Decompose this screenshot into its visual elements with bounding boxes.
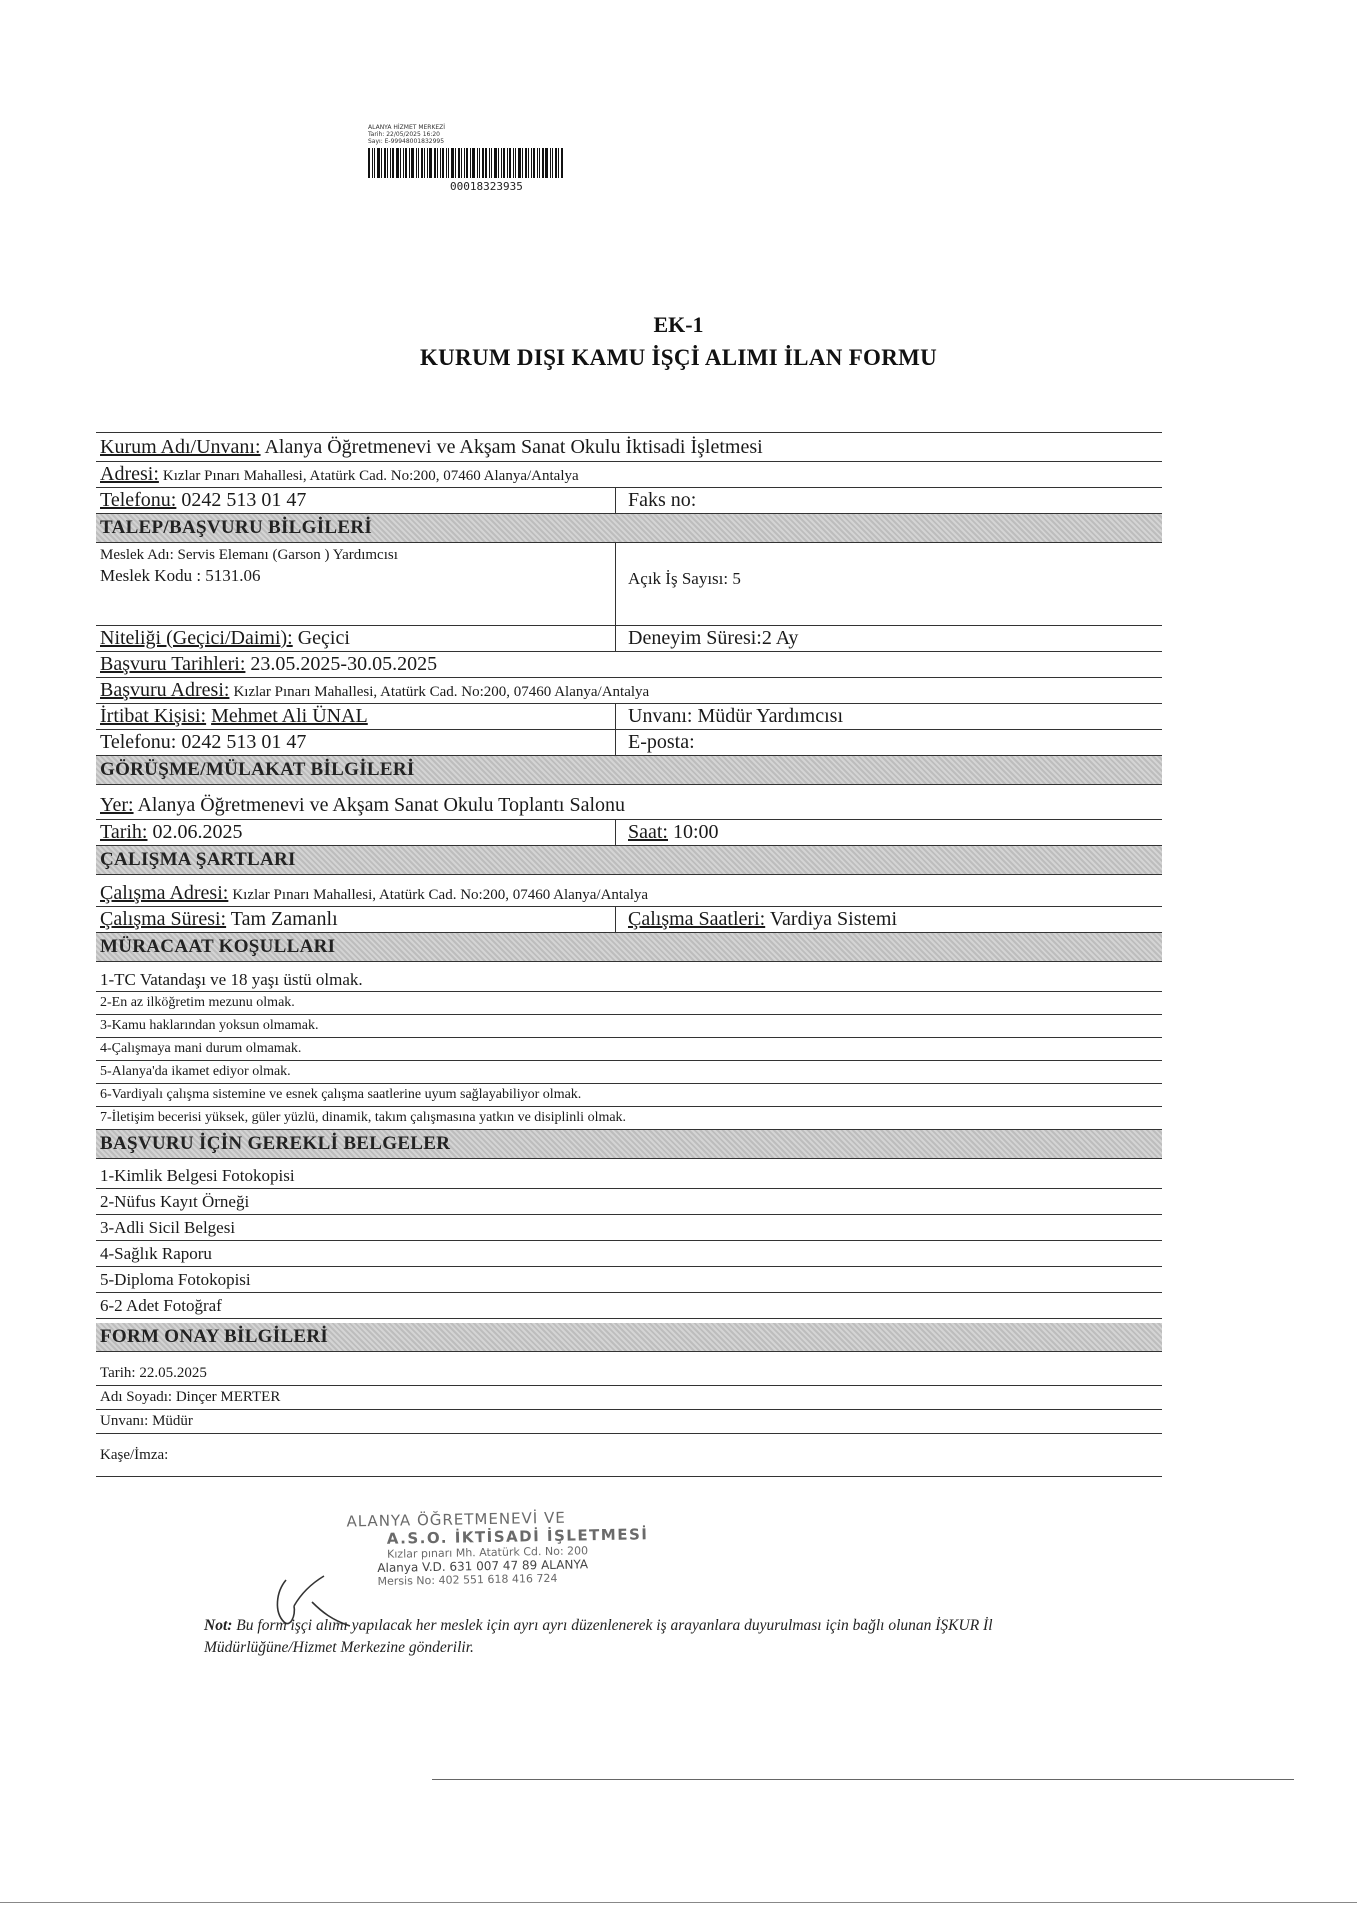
barcode-bar [485,148,487,178]
barcode-bar [537,148,538,178]
nature-row [96,626,1162,652]
barcode-bar [416,148,417,178]
barcode-bar [418,148,419,178]
approval-date: Tarih: 22.05.2025 [100,1365,207,1381]
barcode-bars [368,148,628,178]
barcode-bar [466,148,468,178]
barcode-date: Tarih: 22/05/2025 16:20 [368,131,440,138]
section-application: TALEP/BAŞVURU BİLGİLERİ [96,514,1162,543]
barcode-bar [396,148,399,178]
barcode-bar [552,148,553,178]
document-text: 5-Diploma Fotokopisi [100,1270,251,1289]
institution-address-label: Adresi: [100,463,159,485]
email-label: E-posta: [628,731,695,753]
barcode-bar [440,148,441,178]
institution-address: Kızlar Pınarı Mahallesi, Atatürk Cad. No:200, 07460 Alanya/Antalya [162,468,579,484]
stamp-line-4: Alanya V.D. 631 007 47 89 ALANYA [377,1557,589,1575]
application-dates-row [96,652,1162,678]
barcode-bar [503,148,505,178]
requirement-text: 4-Çalışmaya mani durum olmamak. [100,1041,302,1056]
interview-place: Alanya Öğretmenevi ve Akşam Sanat Okulu Toplantı Salonu [137,794,626,816]
application-dates: 23.05.2025-30.05.2025 [250,653,438,675]
barcode-bar [427,148,428,178]
barcode-bar [522,148,523,178]
application-address-row [96,678,1162,704]
barcode-bar [390,148,391,178]
work-hours-label: Çalışma Saatleri: [628,908,766,930]
institution-phone-label: Telefonu: [100,489,177,511]
barcode-bar [491,148,492,178]
barcode-bar [550,148,551,178]
barcode-number: 00018323935 [450,180,523,193]
barcode-ref: Sayı: E-99948001832995 [368,138,445,145]
official-stamp [346,1508,649,1589]
barcode-office: ALANYA HİZMET MERKEZİ [368,124,446,131]
contact-label: İrtibat Kişisi: [100,705,207,727]
barcode-bar [515,148,516,178]
note-prefix: Not: [204,1617,233,1634]
requirement-text: 1-TC Vatandaşı ve 18 yaşı üstü olmak. [100,970,363,989]
fax-label: Faks no: [628,489,697,511]
section-requirements: MÜRACAAT KOŞULLARI [96,933,1162,962]
requirement-text: 3-Kamu haklarından yoksun olmamak. [100,1018,319,1033]
contact-row [96,704,1162,730]
institution-name: Alanya Öğretmenevi ve Akşam Sanat Okulu İktisadi İşletmesi [264,436,763,458]
approval-title: Unvanı: Müdür [100,1413,193,1429]
section-interview: GÖRÜŞME/MÜLAKAT BİLGİLERİ [96,756,1162,785]
barcode-bar [479,148,480,178]
barcode-bar [392,148,394,178]
requirement-item [96,1061,1162,1084]
barcode-bar [470,148,471,178]
barcode-bar [424,148,425,178]
barcode-bar [458,148,460,178]
contact-name: Mehmet Ali ÜNAL [211,705,368,727]
barcode-bar [434,148,436,178]
institution-name-label: Kurum Adı/Unvanı: [100,436,261,458]
nature-label: Niteliği (Geçici/Daimi): [100,627,293,649]
requirement-item [96,968,1162,992]
institution-address-row [96,462,1162,488]
seal-label: Kaşe/İmza: [100,1447,169,1463]
barcode-bar [403,148,404,178]
institution-name-row [96,432,1162,462]
work-address-label: Çalışma Adresi: [100,882,229,904]
barcode-bar [387,148,388,178]
barcode-bar [429,148,432,178]
barcode-bar [381,148,382,178]
annex-label: EK-1 [653,312,704,337]
barcode-bar [482,148,484,178]
requirement-item [96,1015,1162,1038]
note-text: Bu form işçi alımı yapılacak her meslek için ayrı ayrı düzenlenerek iş arayanlara duyurulması için bağlı olunan İŞKUR İl Müdürlüğüne/Hizmet Merkezine gönderilir. [204,1617,993,1656]
application-address-label: Başvuru Adresi: [100,679,230,701]
barcode-bar [533,148,535,178]
barcode-bar [409,148,410,178]
barcode-bar [464,148,465,178]
work-address-row [96,881,1162,907]
barcode-bar [509,148,511,178]
barcode-bar [501,148,502,178]
document-item [96,1163,1162,1189]
stamp-line-1: ALANYA ÖĞRETMENEVİ VE [346,1508,566,1531]
interview-place-label: Yer: [100,794,134,816]
barcode-bar [558,148,559,178]
barcode-bar [377,148,380,178]
barcode-bar [477,148,478,178]
barcode-bar [421,148,423,178]
barcode-bar [542,148,544,178]
section-documents: BAŞVURU İÇİN GEREKLİ BELGELER [96,1130,1162,1159]
nature-value: Geçici [297,627,350,649]
contact-title: Müdür Yardımcısı [697,705,844,727]
document-item [96,1241,1162,1267]
divider [0,1902,1357,1903]
approval-name-row [96,1386,1162,1410]
barcode-bar [372,148,373,178]
barcode-bar [451,148,454,178]
work-hours: Vardiya Sistemi [769,908,898,930]
document-text: 6-2 Adet Fotoğraf [100,1296,222,1315]
barcode-bar [384,148,386,178]
contact-phone-label: Telefonu: [100,731,177,753]
barcode-bar [518,148,521,178]
barcode-bar [368,148,370,178]
barcode-bar [405,148,407,178]
interview-time: 10:00 [673,821,719,843]
form-title: KURUM DIŞI KAMU İŞÇİ ALIMI İLAN FORMU [419,345,938,370]
interview-time-label: Saat: [628,821,668,843]
open-positions: Açık İş Sayısı: 5 [628,569,741,588]
work-address: Kızlar Pınarı Mahallesi, Atatürk Cad. No:200, 07460 Alanya/Antalya [232,887,649,903]
interview-date: 02.06.2025 [152,821,243,843]
institution-phone-row [96,488,1162,514]
announcement-form [96,432,1162,1477]
requirement-text: 6-Vardiyalı çalışma sistemine ve esnek çalışma saatlerine uyum sağlayabiliyor olmak. [100,1087,582,1102]
requirement-item [96,992,1162,1015]
approval-seal-row [96,1434,1162,1477]
document-item [96,1215,1162,1241]
requirement-text: 2-En az ilköğretim mezunu olmak. [100,995,295,1010]
barcode-bar [494,148,497,178]
barcode-bar [539,148,540,178]
document-text: 1-Kimlik Belgesi Fotokopisi [100,1166,295,1185]
job-row [96,543,1162,626]
interview-date-label: Tarih: [100,821,148,843]
approval-date-row [96,1362,1162,1386]
contact-phone: 0242 513 01 47 [181,731,307,753]
barcode-bar [472,148,475,178]
application-dates-label: Başvuru Tarihleri: [100,653,246,675]
application-address: Kızlar Pınarı Mahallesi, Atatürk Cad. No:200, 07460 Alanya/Antalya [233,684,650,700]
document-text: 3-Adli Sicil Belgesi [100,1218,236,1237]
barcode-bar [411,148,414,178]
job-name: Meslek Adı: Servis Elemanı (Garson ) Yardımcısı [100,547,398,563]
interview-place-row [96,791,1162,820]
barcode-bar [442,148,444,178]
experience-duration: Deneyim Süresi:2 Ay [628,627,799,649]
barcode-bar [507,148,508,178]
approval-name: Adı Soyadı: Dinçer MERTER [100,1389,281,1405]
requirement-text: 5-Alanya'da ikamet ediyor olmak. [100,1064,291,1079]
section-conditions: ÇALIŞMA ŞARTLARI [96,846,1162,875]
barcode-bar [400,148,401,178]
barcode-bar [455,148,456,178]
barcode-bar [446,148,447,178]
barcode-block [368,124,628,193]
approval-title-row [96,1410,1162,1434]
barcode-bar [555,148,557,178]
barcode-bar [545,148,548,178]
barcode-bar [528,148,529,178]
barcode-bar [437,148,438,178]
work-duration-row [96,907,1162,933]
contact-phone-row [96,730,1162,756]
barcode-bar [498,148,499,178]
document-text: 2-Nüfus Kayıt Örneği [100,1192,250,1211]
document-item [96,1293,1162,1319]
document-item [96,1267,1162,1293]
job-code: Meslek Kodu : 5131.06 [100,566,261,585]
document-text: 4-Sağlık Raporu [100,1244,212,1263]
interview-date-row [96,820,1162,846]
requirement-item [96,1084,1162,1107]
requirement-text: 7-İletişim becerisi yüksek, güler yüzlü, dinamik, takım çalışmasına yatkın ve disiplinli olmak. [100,1110,627,1125]
barcode-bar [561,148,563,178]
barcode-bar [461,148,462,178]
footnote [204,1615,1124,1659]
barcode-bar [513,148,514,178]
section-approval: FORM ONAY BİLGİLERİ [96,1323,1162,1352]
stamp-line-3: Kızlar pınarı Mh. Atatürk Cd. No: 200 [386,1544,589,1561]
barcode-bar [525,148,527,178]
barcode-bar [374,148,375,178]
contact-title-label: Unvanı: [628,705,693,727]
stamp-line-5: Mersis No: 402 551 618 416 724 [377,1571,558,1588]
document-item [96,1189,1162,1215]
requirement-item [96,1038,1162,1061]
stamp-line-2: A.S.O. İKTİSADİ İŞLETMESİ [386,1525,649,1548]
barcode-bar [448,148,449,178]
barcode-bar [489,148,490,178]
divider [432,1779,1294,1780]
work-duration: Tam Zamanlı [230,908,338,930]
requirement-item [96,1107,1162,1130]
institution-phone: 0242 513 01 47 [181,489,307,511]
work-duration-label: Çalışma Süresi: [100,908,227,930]
barcode-bar [531,148,532,178]
